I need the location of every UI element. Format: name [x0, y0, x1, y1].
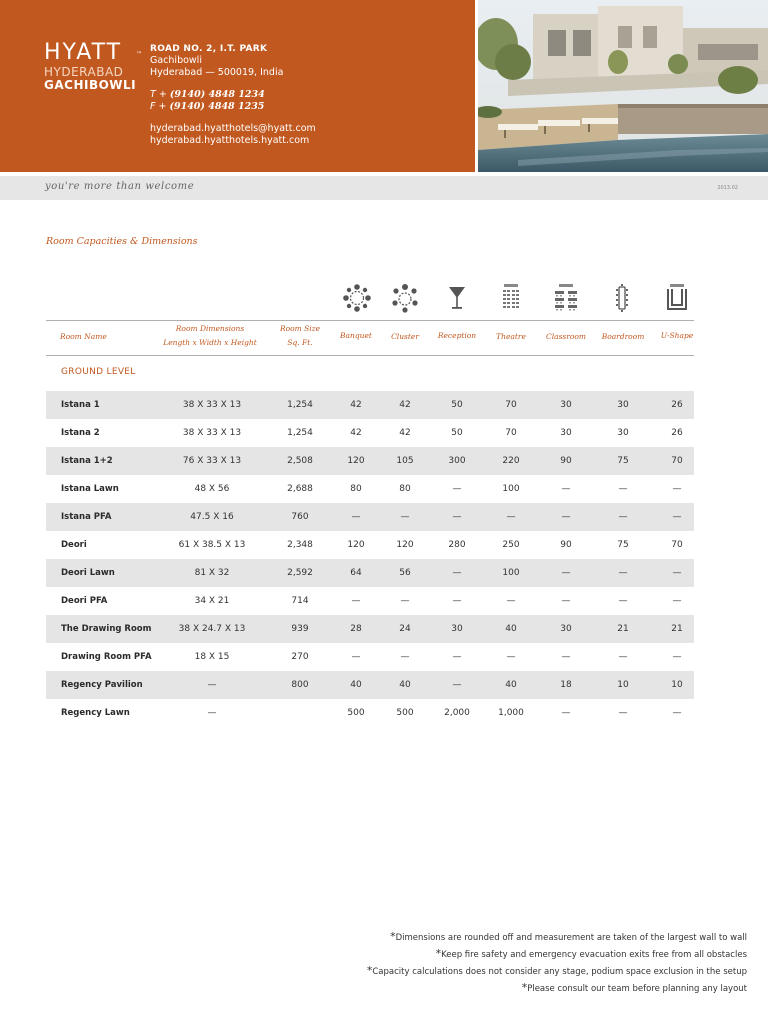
room-dimensions: 34 X 21 — [194, 596, 230, 606]
banquet-capacity: 500 — [347, 708, 365, 718]
theatre-capacity: 70 — [505, 400, 517, 410]
date-code: 2013.02 — [717, 185, 738, 191]
table-row — [46, 587, 694, 615]
reception-capacity: — — [452, 484, 462, 494]
theatre-capacity: 100 — [502, 484, 520, 494]
u-shape-capacity: 10 — [671, 680, 683, 690]
classroom-capacity: 90 — [560, 540, 572, 550]
cluster-capacity: 24 — [399, 624, 411, 634]
classroom-capacity: — — [561, 512, 571, 522]
room-size: 1,254 — [287, 400, 313, 410]
cluster-capacity: 105 — [396, 456, 414, 466]
room-name: Istana PFA — [61, 512, 112, 522]
room-size — [270, 699, 330, 727]
room-size: 714 — [291, 596, 309, 606]
cluster-capacity: 42 — [399, 428, 411, 438]
room-dimensions: 38 X 33 X 13 — [182, 400, 242, 410]
phone-number: (9140) 4848 1234 — [169, 89, 265, 100]
capacity-table — [46, 391, 694, 727]
room-name: Istana Lawn — [61, 484, 119, 494]
cluster-capacity: 56 — [399, 568, 411, 578]
room-name: Istana 1 — [61, 400, 100, 410]
u-shape-capacity: 26 — [671, 400, 683, 410]
theatre-capacity: 220 — [502, 456, 520, 466]
theatre-capacity: 40 — [505, 680, 517, 690]
room-name: Drawing Room PFA — [61, 652, 152, 662]
footnote: *Capacity calculations does not consider any stage, podium space exclusion in the setup — [366, 964, 747, 977]
room-size: 939 — [291, 624, 309, 634]
phone-line — [150, 89, 316, 101]
col-header-size-line2: Sq. Ft. — [287, 338, 313, 347]
reception-capacity: 2,000 — [444, 708, 470, 718]
email-link[interactable]: hyderabad.hyatthotels@hyatt.com — [150, 123, 316, 134]
cluster-capacity: 500 — [396, 708, 414, 718]
col-header-u-shape: U-Shape — [660, 331, 694, 340]
col-header-banquet: Banquet — [340, 331, 372, 340]
col-header-room-name: Room Name — [60, 332, 107, 341]
address-line1: Gachibowli — [150, 55, 202, 66]
reception-capacity: 300 — [448, 456, 466, 466]
section-title: Room Capacities & Dimensions — [46, 236, 198, 247]
table-row — [46, 699, 694, 727]
table-row — [46, 531, 694, 559]
col-header-dimensions — [160, 322, 260, 350]
room-name: Deori PFA — [61, 596, 108, 606]
banquet-capacity: 40 — [350, 680, 362, 690]
col-header-theatre: Theatre — [496, 332, 526, 341]
room-name: Regency Lawn — [61, 708, 130, 718]
room-name: Deori Lawn — [61, 568, 115, 578]
room-size: 800 — [291, 680, 309, 690]
reception-capacity: — — [452, 596, 462, 606]
u-shape-capacity: 21 — [671, 624, 683, 634]
cluster-capacity: — — [400, 512, 410, 522]
table-row — [46, 391, 694, 419]
u-shape-icon — [662, 283, 692, 313]
table-row — [46, 671, 694, 699]
footnotes — [367, 929, 747, 997]
col-header-dimensions-line2: Length x Width x Height — [163, 338, 257, 347]
banquet-capacity: 42 — [350, 400, 362, 410]
u-shape-capacity: 70 — [671, 456, 683, 466]
classroom-capacity: 90 — [560, 456, 572, 466]
col-header-cluster: Cluster — [391, 332, 419, 341]
website-link[interactable]: hyderabad.hyatthotels.hyatt.com — [150, 135, 310, 146]
classroom-capacity: — — [561, 708, 571, 718]
classroom-capacity: — — [561, 484, 571, 494]
reception-capacity: 280 — [448, 540, 466, 550]
hyatt-logo — [44, 40, 145, 92]
cluster-capacity: — — [400, 652, 410, 662]
pool-photo-illustration — [478, 0, 768, 172]
logo-area: GACHIBOWLI — [44, 78, 137, 92]
theatre-capacity: 250 — [502, 540, 520, 550]
u-shape-capacity: — — [672, 512, 682, 522]
room-dimensions: 47.5 X 16 — [190, 512, 234, 522]
room-name: Istana 1+2 — [61, 456, 113, 466]
room-dimensions: 48 X 56 — [194, 484, 230, 494]
u-shape-capacity: 26 — [671, 428, 683, 438]
classroom-capacity: 18 — [560, 680, 572, 690]
phone-label: T + — [150, 89, 167, 100]
col-header-boardroom: Boardroom — [601, 332, 645, 341]
room-dimensions: 76 X 33 X 13 — [182, 456, 242, 466]
boardroom-capacity: — — [618, 708, 628, 718]
header-band — [0, 0, 475, 172]
classroom-icon — [551, 283, 581, 313]
boardroom-capacity: 75 — [617, 540, 629, 550]
boardroom-capacity: 30 — [617, 428, 629, 438]
reception-capacity: 50 — [451, 400, 463, 410]
room-dimensions: — — [207, 708, 217, 718]
tagline-band — [0, 176, 768, 200]
boardroom-icon — [607, 283, 637, 313]
u-shape-capacity: 70 — [671, 540, 683, 550]
footnote: *Keep fire safety and emergency evacuation exits free from all obstacles — [435, 947, 747, 960]
classroom-capacity: 30 — [560, 400, 572, 410]
theatre-capacity: 70 — [505, 428, 517, 438]
col-header-classroom: Classroom — [545, 332, 587, 341]
table-row — [46, 643, 694, 671]
u-shape-capacity: — — [672, 568, 682, 578]
table-rule-bottom — [46, 355, 694, 356]
reception-capacity: — — [452, 652, 462, 662]
col-header-dimensions-line1: Room Dimensions — [175, 324, 245, 333]
hotel-pool-photo — [478, 0, 768, 172]
classroom-capacity: — — [561, 652, 571, 662]
banquet-capacity: 120 — [347, 456, 365, 466]
table-rule-top — [46, 320, 694, 321]
u-shape-capacity: — — [672, 652, 682, 662]
room-dimensions: — — [207, 680, 217, 690]
u-shape-capacity: — — [672, 484, 682, 494]
col-header-reception: Reception — [437, 331, 477, 340]
room-size: 2,592 — [287, 568, 313, 578]
room-dimensions: 81 X 32 — [194, 568, 230, 578]
boardroom-capacity: 10 — [617, 680, 629, 690]
u-shape-capacity: — — [672, 596, 682, 606]
boardroom-capacity: — — [618, 512, 628, 522]
table-row — [46, 503, 694, 531]
room-dimensions: 18 X 15 — [194, 652, 230, 662]
reception-capacity: — — [452, 680, 462, 690]
col-header-size-line1: Room Size — [279, 324, 321, 333]
banquet-capacity: — — [351, 512, 361, 522]
logo-trademark: ™ — [136, 51, 145, 58]
footnote: *Please consult our team before planning any layout — [521, 981, 747, 994]
table-row — [46, 419, 694, 447]
room-name: Deori — [61, 540, 87, 550]
tagline: you're more than welcome — [45, 181, 195, 192]
boardroom-capacity: — — [618, 596, 628, 606]
reception-capacity: — — [452, 512, 462, 522]
cluster-capacity: 42 — [399, 400, 411, 410]
address-line2: Hyderabad — 500019, India — [150, 67, 284, 78]
theatre-capacity: — — [506, 652, 516, 662]
room-name: The Drawing Room — [61, 624, 152, 634]
room-dimensions: 61 X 38.5 X 13 — [178, 540, 246, 550]
room-size: 1,254 — [287, 428, 313, 438]
room-dimensions: 38 X 33 X 13 — [182, 428, 242, 438]
table-row — [46, 559, 694, 587]
banquet-capacity: 64 — [350, 568, 362, 578]
theatre-capacity: — — [506, 596, 516, 606]
cluster-icon — [390, 283, 420, 313]
address-heading: ROAD NO. 2, I.T. PARK — [150, 44, 268, 54]
hotel-address — [150, 43, 316, 147]
reception-icon — [442, 283, 472, 313]
theatre-capacity: — — [506, 512, 516, 522]
col-header-size — [270, 322, 330, 350]
theatre-icon — [496, 283, 526, 313]
room-dimensions: 38 X 24.7 X 13 — [178, 624, 246, 634]
fax-label: F + — [150, 101, 167, 112]
boardroom-capacity: 21 — [617, 624, 629, 634]
fax-line — [150, 101, 316, 113]
cluster-capacity: 80 — [399, 484, 411, 494]
room-size: 2,508 — [287, 456, 313, 466]
room-size: 2,688 — [287, 484, 313, 494]
banquet-capacity: 42 — [350, 428, 362, 438]
classroom-capacity: 30 — [560, 428, 572, 438]
boardroom-capacity: 30 — [617, 400, 629, 410]
room-size: 270 — [291, 652, 309, 662]
logo-wordmark: HYATT — [44, 40, 123, 65]
logo-city: HYDERABAD — [44, 65, 124, 79]
banquet-capacity: — — [351, 652, 361, 662]
reception-capacity: 50 — [451, 428, 463, 438]
reception-capacity: 30 — [451, 624, 463, 634]
room-name: Regency Pavilion — [61, 680, 143, 690]
cluster-capacity: — — [400, 596, 410, 606]
classroom-capacity: — — [561, 568, 571, 578]
banquet-capacity: — — [351, 596, 361, 606]
boardroom-capacity: — — [618, 484, 628, 494]
cluster-capacity: 120 — [396, 540, 414, 550]
footnote: *Dimensions are rounded off and measurement are taken of the largest wall to wall — [390, 930, 747, 943]
banquet-capacity: 80 — [350, 484, 362, 494]
banquet-icon — [342, 283, 372, 313]
banquet-capacity: 120 — [347, 540, 365, 550]
u-shape-capacity: — — [672, 708, 682, 718]
fax-number: (9140) 4848 1235 — [169, 101, 265, 112]
table-row — [46, 615, 694, 643]
room-name: Istana 2 — [61, 428, 100, 438]
theatre-capacity: 40 — [505, 624, 517, 634]
boardroom-capacity: — — [618, 568, 628, 578]
classroom-capacity: 30 — [560, 624, 572, 634]
level-label: GROUND LEVEL — [61, 367, 136, 377]
room-size: 760 — [291, 512, 309, 522]
theatre-capacity: 100 — [502, 568, 520, 578]
banquet-capacity: 28 — [350, 624, 362, 634]
table-row — [46, 475, 694, 503]
boardroom-capacity: — — [618, 652, 628, 662]
theatre-capacity: 1,000 — [498, 708, 524, 718]
reception-capacity: — — [452, 568, 462, 578]
room-size: 2,348 — [287, 540, 313, 550]
boardroom-capacity: 75 — [617, 456, 629, 466]
table-row — [46, 447, 694, 475]
classroom-capacity: — — [561, 596, 571, 606]
cluster-capacity: 40 — [399, 680, 411, 690]
